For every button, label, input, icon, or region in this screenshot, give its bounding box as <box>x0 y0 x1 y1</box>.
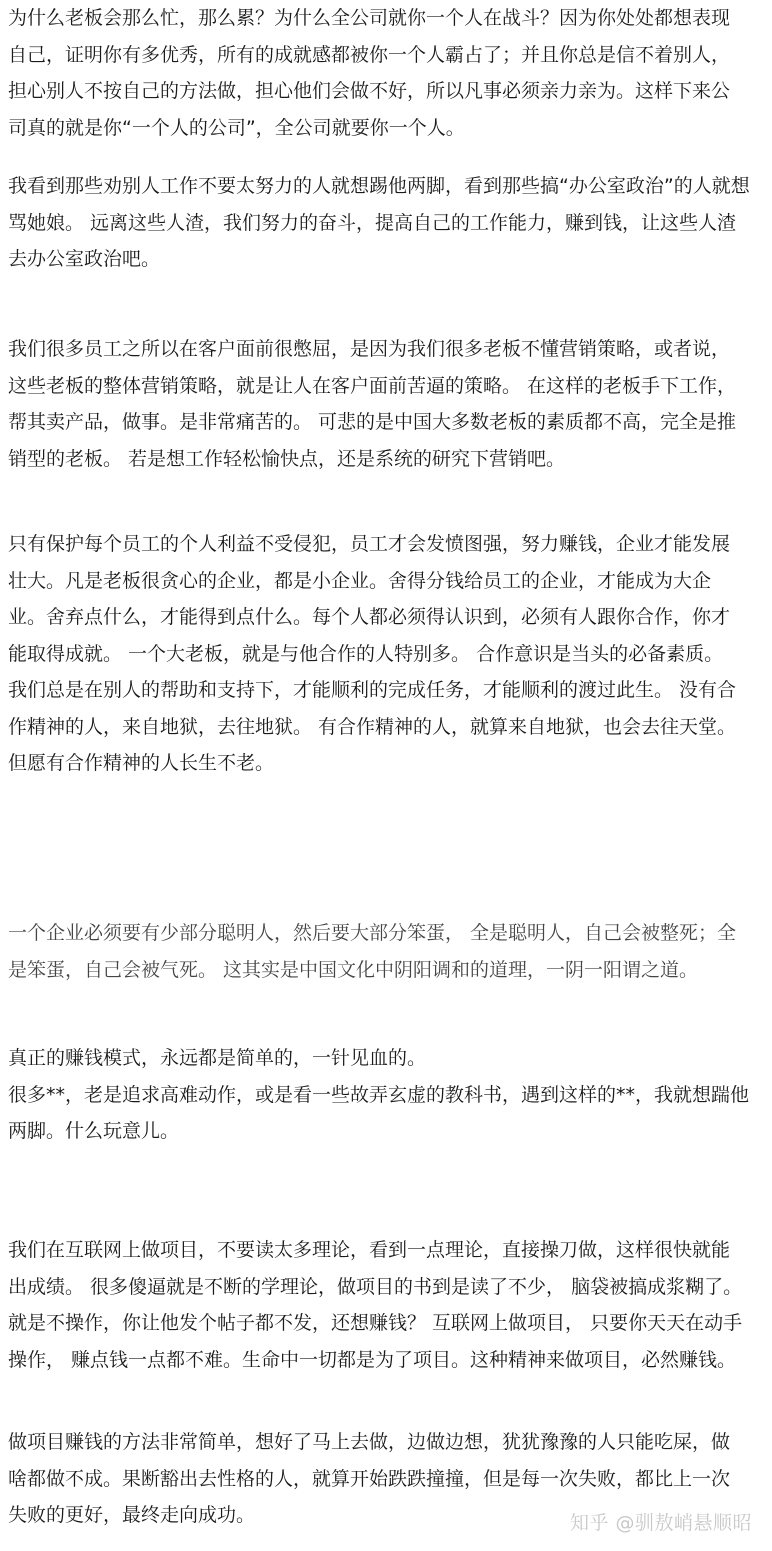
text-line: 很多**，老是追求高难动作，或是看一些故弄玄虚的教科书，遇到这样的**，我就想踹他 <box>8 1083 750 1106</box>
paragraph-5 <box>8 915 768 988</box>
text-line: 能取得成就。 一个大老板，就是与他合作的人特别多。 合作意识是当头的必备素质。 <box>8 642 724 665</box>
paragraph-1 <box>8 0 768 146</box>
text-line: 我们很多员工之所以在客户面前很憋屈，是因为我们很多老板不懂营销策略，或者说， <box>8 338 731 360</box>
text-line: 担心别人不按自己的方法做，担心他们会做不好，所以凡事必须亲力亲为。这样下来公 <box>8 80 731 102</box>
text-line: 业。舍弃点什么，才能得到点什么。每个人都必须得认识到，必须有人跟你合作，你才 <box>8 606 731 628</box>
text-line: 一个企业必须要有少部分聪明人，然后要大部分笨蛋， 全是聪明人，自己会被整死；全 <box>8 922 737 944</box>
paragraph-6 <box>8 1040 768 1150</box>
paragraph-7 <box>8 1232 768 1378</box>
text-line: 为什么老板会那么忙，那么累？为什么全公司就你一个人在战斗？因为你处处都想表现 <box>8 7 731 29</box>
text-line: 这些老板的整体营销策略，就是让人在客户面前苦逼的策略。 在这样的老板手下工作， <box>8 374 737 397</box>
text-line: 我们总是在别人的帮助和支持下，才能顺利的完成任务，才能顺利的渡过此生。 没有合 <box>8 679 737 701</box>
text-line: 我看到那些劝别人工作不要太努力的人就想踢他两脚，看到那些搞“办公室政治”的人就想 <box>8 175 750 197</box>
text-line: 司真的就是你“一个人的公司”，全公司就要你一个人。 <box>8 116 465 139</box>
zhihu-watermark: 知乎 @驯敖峭悬顺昭 <box>569 1512 752 1534</box>
text-line: 自己，证明你有多优秀，所有的成就感都被你一个人霸占了；并且你总是信不着别人， <box>8 43 731 66</box>
text-line: 就是不操作，你让他发个帖子都不发，还想赚钱？ 互联网上做项目， 只要你天天在动手 <box>8 1312 743 1334</box>
paragraph-2 <box>8 168 768 278</box>
text-line: 去办公室政治吧。 <box>8 248 161 270</box>
text-line: 操作， 赚点钱一点都不难。生命中一切都是为了项目。这种精神来做项目，必然赚钱。 <box>8 1348 737 1371</box>
text-line: 做项目赚钱的方法非常简单，想好了马上去做，边做边想，犹犹豫豫的人只能吃屎，做 <box>8 1431 731 1453</box>
text-line: 但愿有合作精神的人长生不老。 <box>8 752 275 774</box>
text-line: 是笨蛋，自己会被气死。 这其实是中国文化中阴阳调和的道理，一阴一阳谓之道。 <box>8 958 699 981</box>
text-line: 真正的赚钱模式，永远都是简单的，一针见血的。 <box>8 1047 427 1069</box>
text-line: 两脚。什么玩意儿。 <box>8 1120 180 1142</box>
text-line: 帮其卖产品，做事。是非常痛苦的。 可悲的是中国大多数老板的素质都不高，完全是推 <box>8 411 737 433</box>
text-line: 壮大。凡是老板很贪心的企业，都是小企业。舍得分钱给员工的企业，才能成为大企 <box>8 569 712 592</box>
paragraph-4 <box>8 526 768 782</box>
text-line: 我们在互联网上做项目，不要读太多理论，看到一点理论，直接操刀做，这样很快就能 <box>8 1239 731 1261</box>
text-line: 出成绩。 很多傻逼就是不断的学理论，做项目的书到是读了不少， 脑袋被搞成浆糊了。 <box>8 1275 743 1298</box>
text-line: 销型的老板。 若是想工作轻松愉快点，还是系统的研究下营销吧。 <box>8 447 566 470</box>
paragraph-3 <box>8 331 768 477</box>
text-line: 只有保护每个员工的个人利益不受侵犯，员工才会发愤图强，努力赚钱，企业才能发展 <box>8 533 731 555</box>
text-line: 作精神的人，来自地狱，去往地狱。 有合作精神的人，就算来自地狱，也会去往天堂。 <box>8 715 737 738</box>
text-line: 骂她娘。 远离这些人渣，我们努力的奋斗，提高自己的工作能力，赚到钱，让这些人渣 <box>8 211 737 234</box>
text-line: 失败的更好，最终走向成功。 <box>8 1504 256 1526</box>
text-line: 啥都做不成。果断豁出去性格的人，就算开始跌跌撞撞，但是每一次失败，都比上一次 <box>8 1467 731 1490</box>
